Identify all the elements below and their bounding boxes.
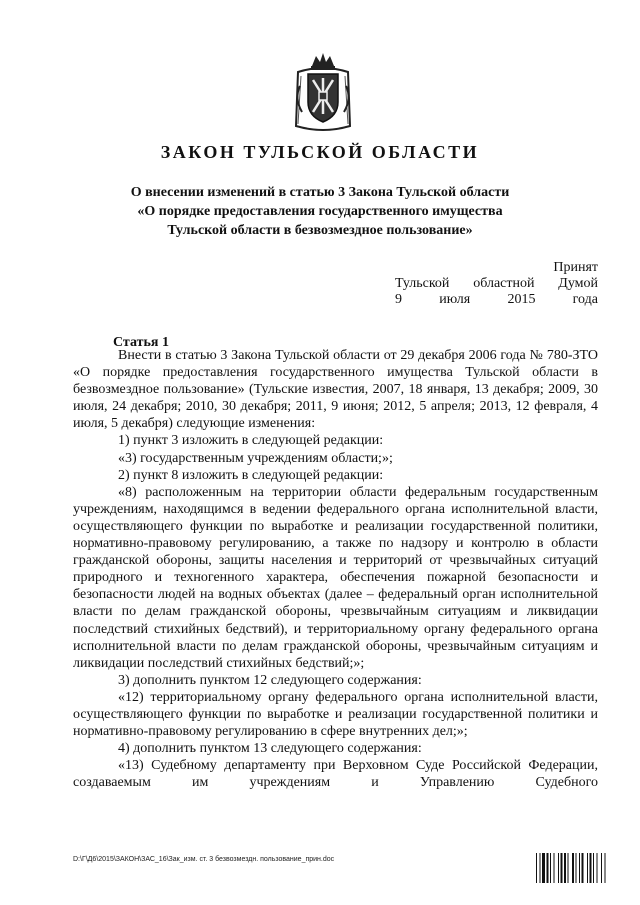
law-subtitle (60, 183, 580, 240)
adoption-month: июля (439, 292, 471, 307)
paragraph: «3) государственным учреждениям области;»; (118, 450, 393, 466)
adopted-by-line (395, 276, 598, 292)
adoption-block (395, 260, 598, 308)
adopted-word: Думой (558, 276, 598, 291)
paragraph: «12) территориальному органу федерального органа исполнительной власти, осуществляющего функции по выработке и реализации государственной политики и нормативно-правовому регулированию в сфере внутренних дел;»; (73, 689, 598, 740)
adoption-date-line (395, 292, 598, 308)
paragraph: «8) расположенным на территории области федеральным государственным учреждениям, находящимся в ведении федерального органа исполнительной власти, осуществляющего функции по выработке и реализации государственной политики, нормативно-правовому регулированию, а также по надзору и контролю в области гражданской обороны, защиты населения и территорий от чрезвычайных ситуаций природного и техногенного характера, обеспечения пожарной безопасности и безопасности людей на водных объектах (далее – федеральный орган исполнительной власти по делам гражданской обороны, чрезвычайным ситуациям и ликвидации последствий стихийных бедствий), и территориальному органу федерального органа исполнительной власти по делам гражданской обороны, чрезвычайным ситуациям и ликвидации последствий стихийных бедствий;»; (73, 484, 598, 671)
subtitle-line: Тульской области в безвозмездное пользование» (167, 223, 473, 238)
law-title: ЗАКОН ТУЛЬСКОЙ ОБЛАСТИ (160, 142, 480, 162)
barcode-icon (536, 853, 634, 883)
paragraph: 4) дополнить пунктом 13 следующего содержания: (118, 741, 422, 757)
adoption-year: 2015 (507, 292, 536, 307)
adoption-year-word: года (572, 292, 598, 307)
file-path: D:\Г\Д6\2015\ЗАКОН\ЗАС_16\Зак_изм. ст. 3 безвозмездн. пользование_прин.doc (73, 856, 335, 863)
paragraph: 2) пункт 8 изложить в следующей редакции: (118, 467, 384, 483)
paragraph: 3) дополнить пунктом 12 следующего содержания: (118, 672, 422, 688)
adopted-word: Тульской (395, 276, 450, 291)
subtitle-line: «О порядке предоставления государственного имущества (137, 204, 503, 219)
article-heading: Статья 1 (113, 335, 169, 350)
adoption-day: 9 (395, 292, 402, 307)
paragraph: 1) пункт 3 изложить в следующей редакции: (118, 433, 384, 449)
tula-coat-of-arms-icon (292, 50, 354, 132)
article-body (73, 347, 598, 791)
paragraph: Внести в статью 3 Закона Тульской области от 29 декабря 2006 года № 780-ЗТО «О порядке предоставления государственного имущества Тульской области в безвозмездное пользование» (Тульские известия, 2007, 18 января, 13 декабря; 2009, 30 июля, 24 декабря; 2010, 30 декабря; 2011, 9 июня; 2012, 5 апреля; 2013, 12 февраля, 4 июля, 5 декабря) следующие изменения: (73, 348, 598, 432)
adopted-label: Принят (553, 260, 598, 275)
adopted-word: областной (473, 276, 535, 291)
subtitle-line: О внесении изменений в статью 3 Закона Тульской области (130, 185, 510, 200)
paragraph: «13) Судебному департаменту при Верховном Суде Российской Федерации, создаваемым им учреждениям и Управлению Судебного (73, 758, 598, 791)
